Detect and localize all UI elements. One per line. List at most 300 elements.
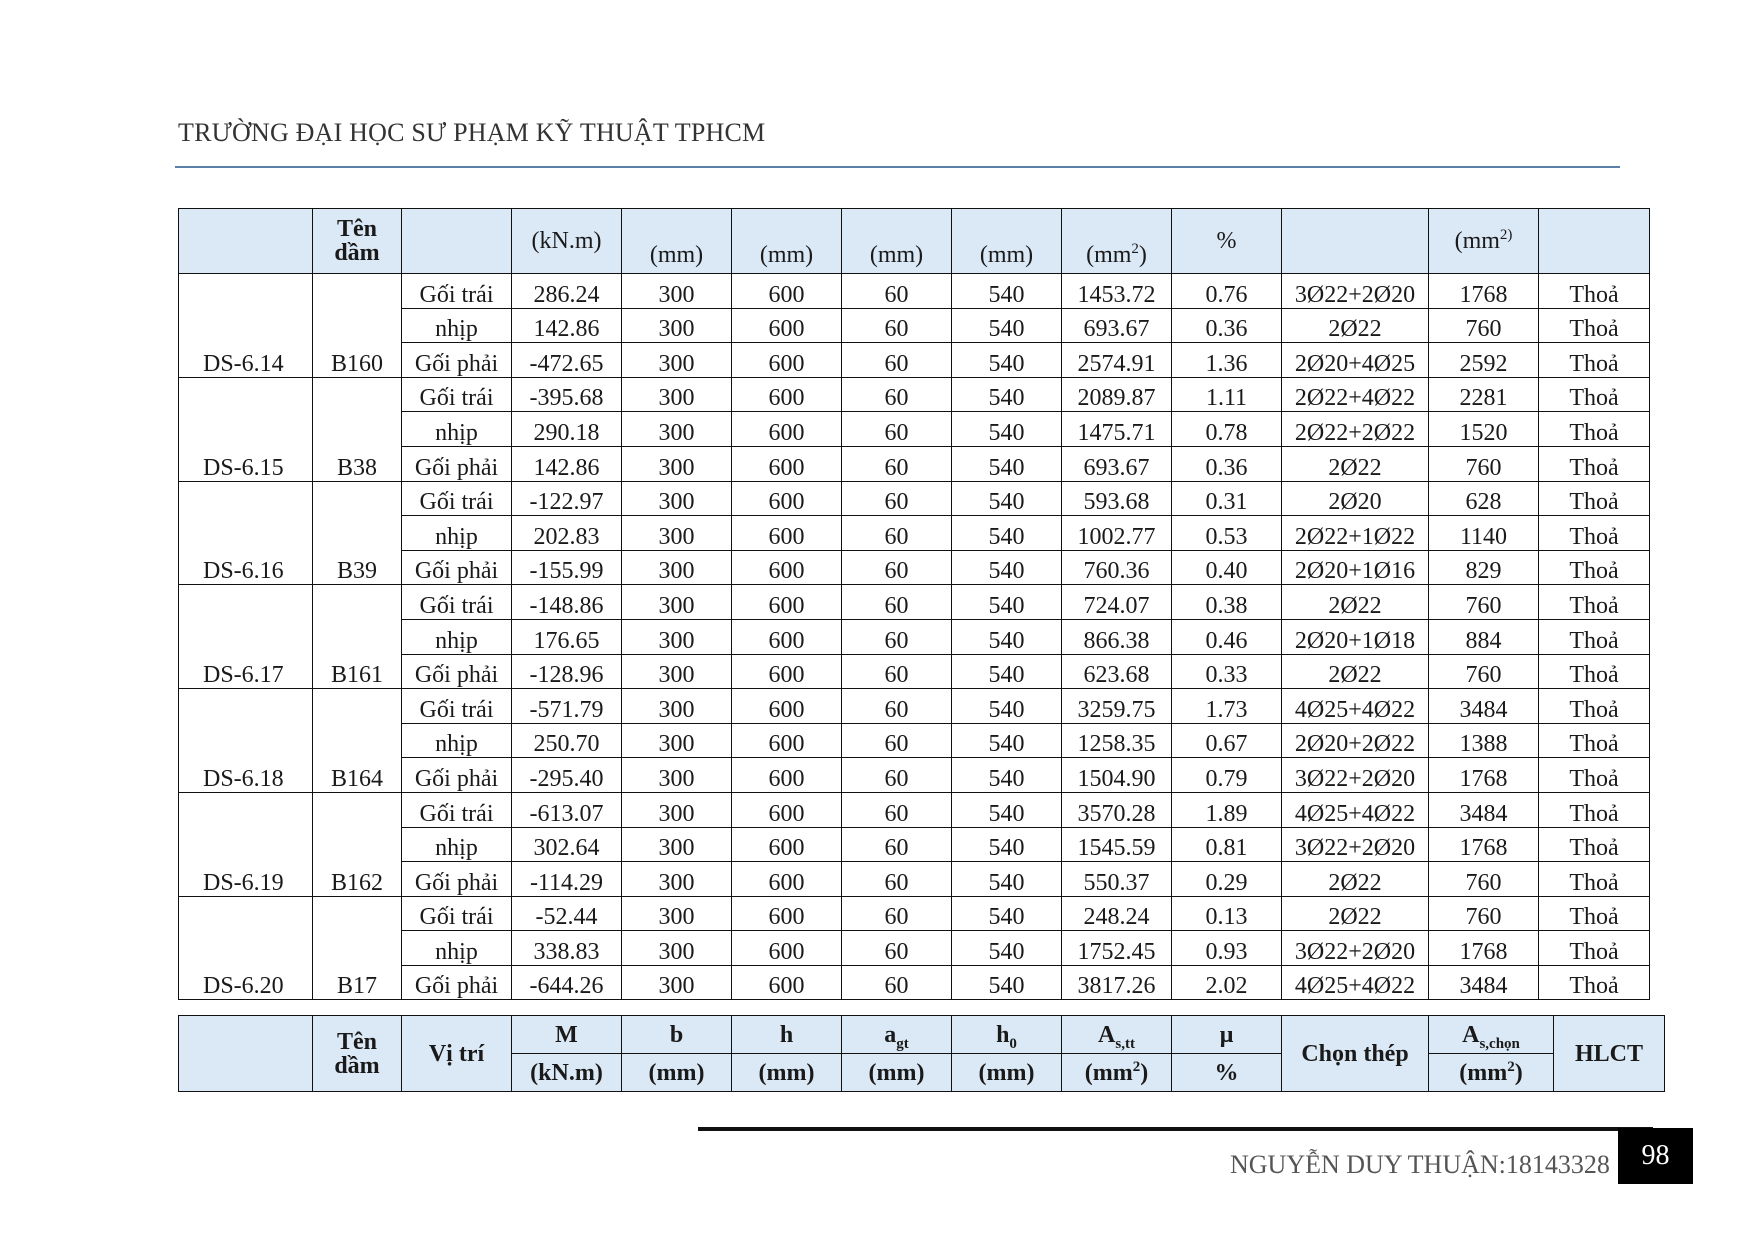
rh-as-unit-sup: 2 (1132, 1058, 1141, 1075)
a-cell: 60 (842, 723, 952, 758)
rh-h: h (732, 1016, 842, 1054)
b-cell: 300 (622, 792, 732, 827)
mu-cell: 0.79 (1172, 758, 1282, 793)
steel-choice-cell: 2Ø22 (1282, 446, 1429, 481)
header-cell-h: (mm) (732, 209, 842, 274)
header-cell-moment: (kN.m) (512, 209, 622, 274)
mu-cell: 2.02 (1172, 965, 1282, 1000)
header-cell-mu: % (1172, 209, 1282, 274)
as-tt-cell: 1752.45 (1062, 931, 1172, 966)
rh-mu-unit: % (1172, 1054, 1282, 1092)
mu-cell: 0.76 (1172, 274, 1282, 309)
steel-choice-cell: 2Ø22+1Ø22 (1282, 516, 1429, 551)
repeated-header-table (178, 1015, 1665, 1092)
as-tt-cell: 2089.87 (1062, 377, 1172, 412)
h-cell: 600 (732, 931, 842, 966)
steel-choice-cell: 2Ø20+2Ø22 (1282, 723, 1429, 758)
h0-cell: 540 (952, 481, 1062, 516)
as-chon-cell: 2281 (1429, 377, 1539, 412)
repeated-header-row-top (179, 1016, 1665, 1054)
mu-cell: 0.78 (1172, 412, 1282, 447)
h-cell: 600 (732, 758, 842, 793)
b-cell: 300 (622, 619, 732, 654)
rh-beam-name (313, 1016, 402, 1092)
as-chon-cell: 2592 (1429, 343, 1539, 378)
mu-cell: 0.29 (1172, 862, 1282, 897)
moment-cell: 250.70 (512, 723, 622, 758)
b-cell: 300 (622, 862, 732, 897)
h-cell: 600 (732, 654, 842, 689)
b-cell: 300 (622, 550, 732, 585)
hlct-cell: Thoả (1539, 896, 1650, 931)
h0-cell: 540 (952, 862, 1062, 897)
hlct-cell: Thoả (1539, 274, 1650, 309)
as-chon-cell: 1768 (1429, 931, 1539, 966)
header-cell-blank (179, 209, 313, 274)
as-tt-cell: 1258.35 (1062, 723, 1172, 758)
b-cell: 300 (622, 931, 732, 966)
mu-cell: 1.89 (1172, 792, 1282, 827)
a-cell: 60 (842, 446, 952, 481)
header-ten: Tên (336, 216, 377, 242)
hlct-cell: Thoả (1539, 481, 1650, 516)
as-tt-cell: 693.67 (1062, 308, 1172, 343)
rh-b: b (622, 1016, 732, 1054)
mu-cell: 0.33 (1172, 654, 1282, 689)
as-tt-cell: 3570.28 (1062, 792, 1172, 827)
h-cell: 600 (732, 792, 842, 827)
moment-cell: -128.96 (512, 654, 622, 689)
rh-steel-choice: Chọn thép (1282, 1016, 1429, 1092)
as-tt-cell: 760.36 (1062, 550, 1172, 585)
position-cell: Gối trái (402, 585, 512, 620)
rh-a (842, 1016, 952, 1054)
rh-as (1062, 1016, 1172, 1054)
h-cell: 600 (732, 550, 842, 585)
header-cell-position (402, 209, 512, 274)
header-dam: dầm (334, 240, 380, 266)
steel-choice-cell: 4Ø25+4Ø22 (1282, 965, 1429, 1000)
as-sup: 2 (1131, 241, 1139, 257)
position-cell: Gối trái (402, 274, 512, 309)
rh-h0 (952, 1016, 1062, 1054)
steel-choice-cell: 2Ø22 (1282, 896, 1429, 931)
beam-name-cell: B164 (313, 689, 402, 793)
h-cell: 600 (732, 585, 842, 620)
position-cell: Gối trái (402, 792, 512, 827)
header-cell-as-tt (1062, 209, 1172, 274)
rh-position: Vị trí (402, 1016, 512, 1092)
h0-cell: 540 (952, 723, 1062, 758)
page-number: 98 (1618, 1128, 1693, 1184)
position-cell: Gối phải (402, 343, 512, 378)
h-cell: 600 (732, 827, 842, 862)
moment-cell: 338.83 (512, 931, 622, 966)
table-row (179, 792, 1650, 827)
ds-id-cell: DS-6.19 (179, 792, 313, 896)
rh-m: M (512, 1016, 622, 1054)
h0-cell: 540 (952, 550, 1062, 585)
steel-choice-cell: 2Ø22+2Ø22 (1282, 412, 1429, 447)
beam-name-cell: B39 (313, 481, 402, 585)
h-cell: 600 (732, 274, 842, 309)
as-tt-cell: 3259.75 (1062, 689, 1172, 724)
hlct-cell: Thoả (1539, 654, 1650, 689)
steel-choice-cell: 2Ø20+1Ø16 (1282, 550, 1429, 585)
moment-cell: -395.68 (512, 377, 622, 412)
rh-a-letter: a (884, 1021, 897, 1048)
as-unit: (mm (1086, 242, 1132, 268)
moment-cell: 286.24 (512, 274, 622, 309)
h0-cell: 540 (952, 343, 1062, 378)
hlct-cell: Thoả (1539, 689, 1650, 724)
h0-cell: 540 (952, 446, 1062, 481)
position-cell: Gối phải (402, 965, 512, 1000)
mu-cell: 0.40 (1172, 550, 1282, 585)
a-cell: 60 (842, 792, 952, 827)
table-header-row (179, 209, 1650, 274)
position-cell: nhịp (402, 723, 512, 758)
hlct-cell: Thoả (1539, 931, 1650, 966)
header-cell-hlct (1539, 209, 1650, 274)
h0-cell: 540 (952, 308, 1062, 343)
a-cell: 60 (842, 619, 952, 654)
ds-id-cell: DS-6.16 (179, 481, 313, 585)
rh-aschon-sub: s,chọn (1479, 1035, 1520, 1052)
a-cell: 60 (842, 585, 952, 620)
ds-id-cell: DS-6.20 (179, 896, 313, 1000)
a-cell: 60 (842, 377, 952, 412)
position-cell: nhịp (402, 827, 512, 862)
hlct-cell: Thoả (1539, 516, 1650, 551)
b-cell: 300 (622, 758, 732, 793)
table-row (179, 896, 1650, 931)
as-chon-cell: 1768 (1429, 827, 1539, 862)
steel-choice-cell: 2Ø22 (1282, 654, 1429, 689)
footer-rule (698, 1127, 1653, 1131)
rh-aschon-letter: A (1462, 1021, 1480, 1048)
a-cell: 60 (842, 965, 952, 1000)
position-cell: Gối trái (402, 377, 512, 412)
as-tt-cell: 1002.77 (1062, 516, 1172, 551)
table-row (179, 585, 1650, 620)
rh-m-unit: (kN.m) (512, 1054, 622, 1092)
rh-as-unit-text: (mm (1084, 1059, 1133, 1086)
a-cell: 60 (842, 758, 952, 793)
as-tt-cell: 693.67 (1062, 446, 1172, 481)
as-tt-cell: 1504.90 (1062, 758, 1172, 793)
steel-choice-cell: 2Ø22 (1282, 308, 1429, 343)
mu-cell: 1.11 (1172, 377, 1282, 412)
steel-choice-cell: 2Ø22+4Ø22 (1282, 377, 1429, 412)
aschon-sup: 2) (1499, 227, 1513, 243)
h0-cell: 540 (952, 412, 1062, 447)
steel-choice-cell: 3Ø22+2Ø20 (1282, 274, 1429, 309)
a-cell: 60 (842, 412, 952, 447)
as-chon-cell: 760 (1429, 896, 1539, 931)
a-cell: 60 (842, 827, 952, 862)
b-cell: 300 (622, 516, 732, 551)
rh-h0-sub: 0 (1009, 1035, 1017, 1052)
table-row (179, 689, 1650, 724)
hlct-cell: Thoả (1539, 827, 1650, 862)
school-name: TRƯỜNG ĐẠI HỌC SƯ PHẠM KỸ THUẬT TPHCM (178, 118, 766, 147)
moment-cell: -114.29 (512, 862, 622, 897)
moment-cell: -295.40 (512, 758, 622, 793)
hlct-cell: Thoả (1539, 343, 1650, 378)
steel-choice-cell: 2Ø20 (1282, 481, 1429, 516)
moment-cell: 202.83 (512, 516, 622, 551)
b-cell: 300 (622, 827, 732, 862)
rh-blank (179, 1016, 313, 1092)
rh-aschon-unit-sup: 2 (1507, 1058, 1515, 1075)
as-tt-cell: 593.68 (1062, 481, 1172, 516)
mu-cell: 0.31 (1172, 481, 1282, 516)
position-cell: nhịp (402, 931, 512, 966)
steel-choice-cell: 3Ø22+2Ø20 (1282, 827, 1429, 862)
b-cell: 300 (622, 274, 732, 309)
h0-cell: 540 (952, 377, 1062, 412)
hlct-cell: Thoả (1539, 619, 1650, 654)
as-tt-cell: 1545.59 (1062, 827, 1172, 862)
moment-cell: -122.97 (512, 481, 622, 516)
author-id: NGUYỄN DUY THUẬN:18143328 (1230, 1150, 1610, 1179)
position-cell: nhịp (402, 308, 512, 343)
h-cell: 600 (732, 446, 842, 481)
moment-cell: 142.86 (512, 308, 622, 343)
a-cell: 60 (842, 931, 952, 966)
b-cell: 300 (622, 965, 732, 1000)
position-cell: Gối phải (402, 550, 512, 585)
rh-mu: μ (1172, 1016, 1282, 1054)
a-cell: 60 (842, 516, 952, 551)
hlct-cell: Thoả (1539, 377, 1650, 412)
as-chon-cell: 760 (1429, 446, 1539, 481)
moment-cell: -52.44 (512, 896, 622, 931)
as-tt-cell: 3817.26 (1062, 965, 1172, 1000)
moment-cell: 290.18 (512, 412, 622, 447)
ds-id-cell: DS-6.18 (179, 689, 313, 793)
steel-choice-cell: 4Ø25+4Ø22 (1282, 689, 1429, 724)
mu-cell: 0.81 (1172, 827, 1282, 862)
header-cell-h0: (mm) (952, 209, 1062, 274)
rh-b-unit: (mm) (622, 1054, 732, 1092)
mu-cell: 0.53 (1172, 516, 1282, 551)
mu-cell: 0.67 (1172, 723, 1282, 758)
table-row (179, 481, 1650, 516)
as-chon-cell: 760 (1429, 654, 1539, 689)
beam-name-cell: B160 (313, 274, 402, 378)
steel-choice-cell: 3Ø22+2Ø20 (1282, 758, 1429, 793)
as-chon-cell: 3484 (1429, 689, 1539, 724)
as-tt-cell: 623.68 (1062, 654, 1172, 689)
ds-id-cell: DS-6.14 (179, 274, 313, 378)
h-cell: 600 (732, 343, 842, 378)
as-chon-cell: 628 (1429, 481, 1539, 516)
position-cell: Gối trái (402, 896, 512, 931)
hlct-cell: Thoả (1539, 308, 1650, 343)
position-cell: Gối phải (402, 758, 512, 793)
h0-cell: 540 (952, 827, 1062, 862)
as-chon-cell: 829 (1429, 550, 1539, 585)
h0-cell: 540 (952, 585, 1062, 620)
moment-cell: -644.26 (512, 965, 622, 1000)
steel-choice-cell: 2Ø20+1Ø18 (1282, 619, 1429, 654)
rh-a-sub: gt (896, 1035, 909, 1052)
a-cell: 60 (842, 481, 952, 516)
h-cell: 600 (732, 965, 842, 1000)
as-tt-cell: 1453.72 (1062, 274, 1172, 309)
beam-name-cell: B161 (313, 585, 402, 689)
h-cell: 600 (732, 377, 842, 412)
moment-cell: -613.07 (512, 792, 622, 827)
steel-choice-cell: 4Ø25+4Ø22 (1282, 792, 1429, 827)
as-tt-cell: 248.24 (1062, 896, 1172, 931)
moment-cell: -155.99 (512, 550, 622, 585)
rh-aschon-unit-close: ) (1514, 1059, 1523, 1086)
beam-name-cell: B162 (313, 792, 402, 896)
h0-cell: 540 (952, 965, 1062, 1000)
a-cell: 60 (842, 654, 952, 689)
rh-as-unit-close: ) (1140, 1059, 1149, 1086)
rh-as-unit (1062, 1054, 1172, 1092)
h-cell: 600 (732, 412, 842, 447)
hlct-cell: Thoả (1539, 758, 1650, 793)
position-cell: Gối phải (402, 654, 512, 689)
a-cell: 60 (842, 308, 952, 343)
h0-cell: 540 (952, 274, 1062, 309)
h0-cell: 540 (952, 931, 1062, 966)
header-cell-a: (mm) (842, 209, 952, 274)
aschon-unit: (mm (1454, 228, 1500, 254)
as-chon-cell: 3484 (1429, 792, 1539, 827)
rh-as-sub: s,tt (1115, 1035, 1135, 1052)
position-cell: Gối trái (402, 481, 512, 516)
table-row (179, 377, 1650, 412)
steel-choice-cell: 3Ø22+2Ø20 (1282, 931, 1429, 966)
as-close: ) (1138, 242, 1147, 268)
position-cell: nhịp (402, 619, 512, 654)
rh-h0-unit: (mm) (952, 1054, 1062, 1092)
as-chon-cell: 760 (1429, 862, 1539, 897)
h0-cell: 540 (952, 689, 1062, 724)
as-chon-cell: 1140 (1429, 516, 1539, 551)
as-chon-cell: 760 (1429, 585, 1539, 620)
h-cell: 600 (732, 619, 842, 654)
moment-cell: 176.65 (512, 619, 622, 654)
as-tt-cell: 1475.71 (1062, 412, 1172, 447)
rh-aschon (1429, 1016, 1554, 1054)
steel-choice-cell: 2Ø22 (1282, 585, 1429, 620)
moment-cell: -148.86 (512, 585, 622, 620)
steel-choice-cell: 2Ø22 (1282, 862, 1429, 897)
hlct-cell: Thoả (1539, 446, 1650, 481)
rh-aschon-unit-text: (mm (1459, 1059, 1508, 1086)
header-cell-b: (mm) (622, 209, 732, 274)
ds-id-cell: DS-6.17 (179, 585, 313, 689)
a-cell: 60 (842, 550, 952, 585)
h-cell: 600 (732, 896, 842, 931)
header-rule (175, 166, 1620, 168)
a-cell: 60 (842, 343, 952, 378)
a-cell: 60 (842, 896, 952, 931)
mu-cell: 0.13 (1172, 896, 1282, 931)
b-cell: 300 (622, 377, 732, 412)
moment-cell: -472.65 (512, 343, 622, 378)
position-cell: nhịp (402, 516, 512, 551)
as-chon-cell: 1768 (1429, 758, 1539, 793)
rh-dam: dầm (334, 1052, 380, 1079)
header-cell-beam-name (313, 209, 402, 274)
as-tt-cell: 724.07 (1062, 585, 1172, 620)
b-cell: 300 (622, 446, 732, 481)
as-tt-cell: 2574.91 (1062, 343, 1172, 378)
rh-as-letter: A (1098, 1021, 1116, 1048)
position-cell: nhịp (402, 412, 512, 447)
h0-cell: 540 (952, 654, 1062, 689)
mu-cell: 0.93 (1172, 931, 1282, 966)
a-cell: 60 (842, 274, 952, 309)
b-cell: 300 (622, 481, 732, 516)
position-cell: Gối phải (402, 446, 512, 481)
rh-ten: Tên (336, 1028, 377, 1055)
b-cell: 300 (622, 412, 732, 447)
as-chon-cell: 1388 (1429, 723, 1539, 758)
h-cell: 600 (732, 723, 842, 758)
moment-cell: 142.86 (512, 446, 622, 481)
h-cell: 600 (732, 481, 842, 516)
h-cell: 600 (732, 862, 842, 897)
steel-choice-cell: 2Ø20+4Ø25 (1282, 343, 1429, 378)
h-cell: 600 (732, 689, 842, 724)
h0-cell: 540 (952, 792, 1062, 827)
b-cell: 300 (622, 343, 732, 378)
b-cell: 300 (622, 689, 732, 724)
as-chon-cell: 3484 (1429, 965, 1539, 1000)
h-cell: 600 (732, 308, 842, 343)
rh-hlct: HLCT (1554, 1016, 1665, 1092)
rh-aschon-unit (1429, 1054, 1554, 1092)
reinforcement-table (178, 208, 1650, 1000)
h0-cell: 540 (952, 516, 1062, 551)
as-tt-cell: 550.37 (1062, 862, 1172, 897)
h0-cell: 540 (952, 758, 1062, 793)
rh-h0-letter: h (996, 1021, 1010, 1048)
as-chon-cell: 1768 (1429, 274, 1539, 309)
hlct-cell: Thoả (1539, 585, 1650, 620)
hlct-cell: Thoả (1539, 412, 1650, 447)
position-cell: Gối trái (402, 689, 512, 724)
mu-cell: 1.36 (1172, 343, 1282, 378)
rh-a-unit: (mm) (842, 1054, 952, 1092)
b-cell: 300 (622, 896, 732, 931)
beam-name-cell: B38 (313, 377, 402, 481)
mu-cell: 0.36 (1172, 446, 1282, 481)
header-cell-as-chon (1429, 209, 1539, 274)
b-cell: 300 (622, 654, 732, 689)
beam-name-cell: B17 (313, 896, 402, 1000)
hlct-cell: Thoả (1539, 965, 1650, 1000)
hlct-cell: Thoả (1539, 723, 1650, 758)
h0-cell: 540 (952, 619, 1062, 654)
mu-cell: 0.38 (1172, 585, 1282, 620)
b-cell: 300 (622, 723, 732, 758)
a-cell: 60 (842, 862, 952, 897)
as-chon-cell: 1520 (1429, 412, 1539, 447)
as-chon-cell: 884 (1429, 619, 1539, 654)
ds-id-cell: DS-6.15 (179, 377, 313, 481)
mu-cell: 0.36 (1172, 308, 1282, 343)
